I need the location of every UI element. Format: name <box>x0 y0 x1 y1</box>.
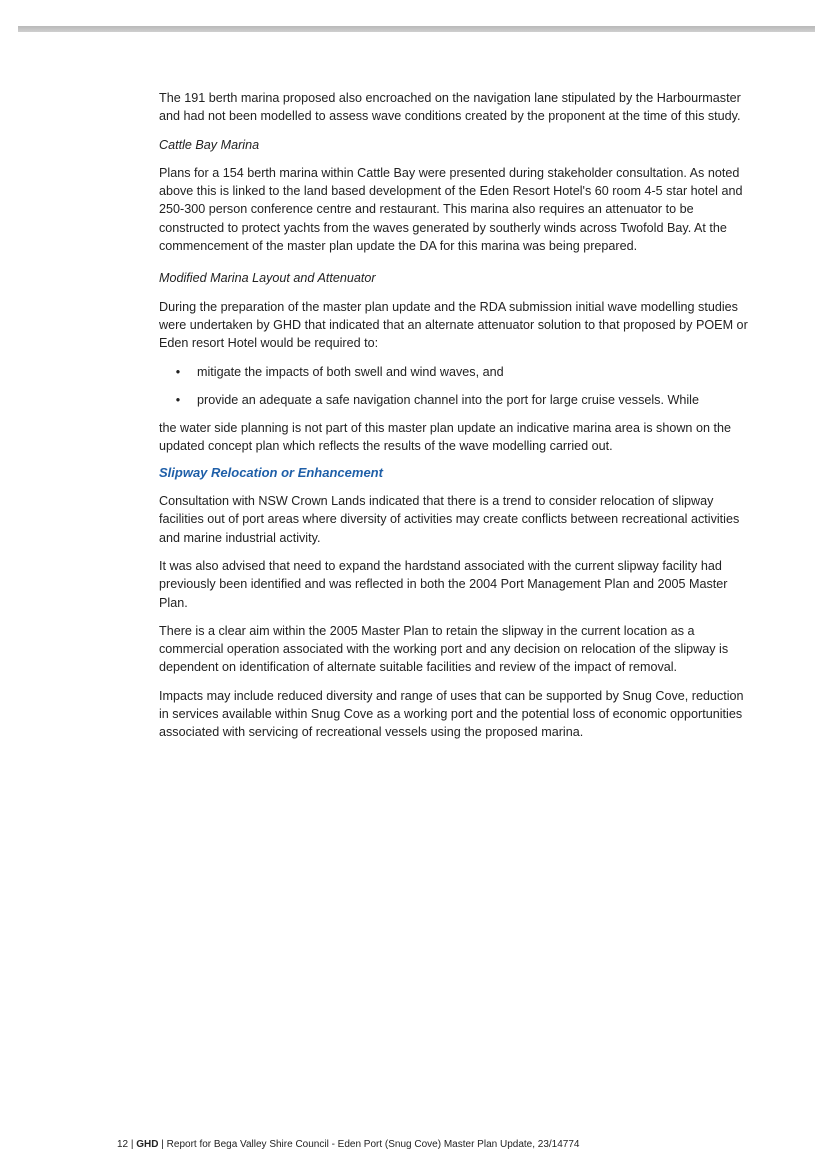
document-body <box>159 89 751 752</box>
bullet-text: provide an adequate a safe navigation channel into the port for large cruise vessels. While <box>197 392 699 407</box>
bullet-text: mitigate the impacts of both swell and wind waves, and <box>197 364 504 379</box>
list-item <box>159 363 751 381</box>
paragraph-impacts: Impacts may include reduced diversity and range of uses that can be supported by Snug Cove, reduction in services available within Snug Cove as a working port and the potential loss of economic opportunities associated with servicing of recreational vessels using the proposed marina. <box>159 688 744 740</box>
page-footer <box>117 1139 580 1150</box>
list-item <box>159 391 751 409</box>
bullet-icon: • <box>175 364 181 379</box>
paragraph-clear-aim: There is a clear aim within the 2005 Master Plan to retain the slipway in the current location as a commercial operation associated with the working port and any decision on relocation of the slipway is dependent on identification of alternate suitable facilities and review of the impact of removal. <box>159 623 729 675</box>
header-rule <box>18 26 815 32</box>
footer-text: | Report for Bega Valley Shire Council - Eden Port (Snug Cove) Master Plan Update, 23/14774 <box>158 1139 580 1150</box>
bullet-icon: • <box>175 392 181 407</box>
paragraph-191-berth: The 191 berth marina proposed also encroached on the navigation lane stipulated by the Harbourmaster and had not been modelled to assess wave conditions created by the proponent at the time of this study. <box>159 91 741 124</box>
footer-org: GHD <box>136 1139 159 1150</box>
paragraph-hardstand: It was also advised that need to expand the hardstand associated with the current slipway facility had previously been identified and was reflected in both the 2004 Port Management Plan and 2005 Master Plan. <box>159 558 728 610</box>
bullet-list <box>159 363 751 410</box>
paragraph-cattle-bay: Plans for a 154 berth marina within Cattle Bay were presented during stakeholder consultation. As noted above this is linked to the land based development of the Eden Resort Hotel's 60 room 4-5 star hotel and 250-300 person conference centre and restaurant. This marina also requires an attenuator to be constructed to protect yachts from the waves generated by southerly winds across Twofold Bay. At the commencement of the master plan update the DA for this marina was being prepared. <box>159 165 743 254</box>
section-heading-slipway: Slipway Relocation or Enhancement <box>159 464 383 480</box>
subheading-cattle-bay-marina: Cattle Bay Marina <box>159 137 260 152</box>
paragraph-modelling: During the preparation of the master plan update and the RDA submission initial wave modelling studies were undertaken by GHD that indicated that an alternate attenuator solution to that proposed by POEM or Eden resort Hotel would be required to: <box>159 299 748 351</box>
subheading-modified-marina: Modified Marina Layout and Attenuator <box>159 271 376 286</box>
page-number: 12 | <box>117 1139 137 1150</box>
paragraph-water-side: the water side planning is not part of this master plan update an indicative marina area is shown on the updated concept plan which reflects the results of the wave modelling carried out. <box>159 421 731 454</box>
paragraph-consultation: Consultation with NSW Crown Lands indicated that there is a trend to consider relocation of slipway facilities out of port areas where diversity of activities may create conflicts between recreational activities and marine industrial activity. <box>159 494 740 545</box>
